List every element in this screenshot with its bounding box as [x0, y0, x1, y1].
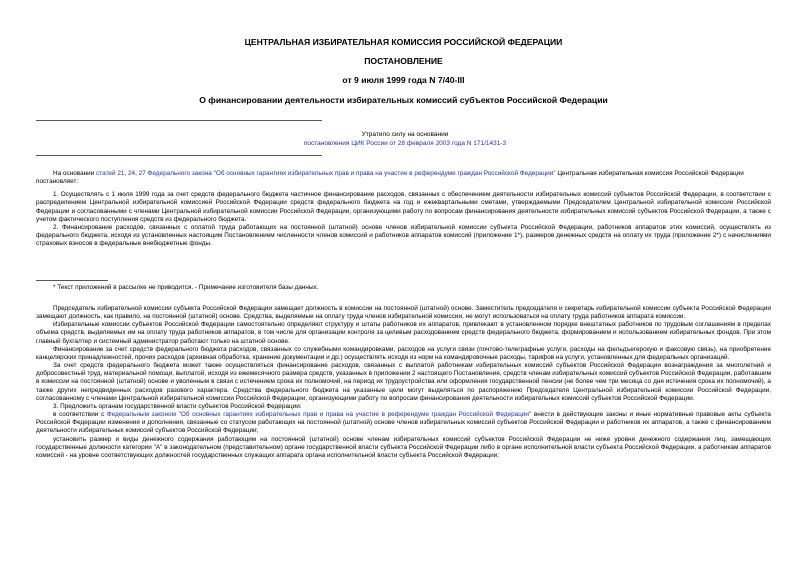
document-date: от 9 июля 1999 года N 7/40-III	[342, 75, 465, 85]
paragraph-2: 2. Финансирование расходов, связанных с оплатой труда работающих на постоянной (штатной) основе членов избирательной комиссии субъекта Российской Федерации, работников аппаратов этих комиссий, осуществлять из федерального бюджета, исходя из установленных настоящим Постановлением численности членов комиссий и работников аппаратов комиссий (приложение 1*), размеров денежных средств на оплату их труда (приложение 2*) с начислениями страховых взносов в федеральные внебюджетные фонды.	[36, 223, 771, 248]
intro-prefix: На основании	[53, 170, 97, 177]
document-type: ПОСТАНОВЛЕНИЕ	[364, 56, 443, 66]
repeal-decree-link[interactable]: постановления ЦИК России от 28 февраля 2003 года N 171/1431-3	[303, 139, 507, 147]
p8-prefix: в соответствии с	[53, 411, 107, 419]
intro-paragraph	[36, 170, 771, 178]
p8-suffix: внести в действующие законы и иные нормативные правовые акты субъекта Российской Федерации изменения и дополнения, связанные со статусом работающих на постоянной (штатной) основе членов избирательных комиссий субъектов Российской Федерации и работников их аппаратов, а также с финансированием деятельности избирательных комиссий субъектов Российской Федерации;	[36, 411, 771, 435]
paragraph-9: установить размер и виды денежного содержания работающим на постоянной (штатной) основе членам избирательных комиссий субъектов Российской Федерации не ниже уровня денежного содержания лиц, замещающих государственные должности категории "А" в законодательном (представительном) органе государственной власти субъекта Российской Федерации либо в органе исполнительной власти субъекта Российской Федерации, а работникам аппаратов комиссий - на уровне соответствующих должностей государственных служащих аппарата органа исполнительной власти субъекта Российской Федерации;	[36, 435, 771, 459]
paragraph-7: 3. Предложить органам государственной власти субъектов Российской Федерации:	[53, 402, 302, 410]
federal-law-articles-link[interactable]: статей 21, 24, 27 Федерального закона "Об основных гарантиях избирательных прав и права на участие в референдуме граждан Российской Федерации"	[96, 170, 556, 177]
paragraph-1: 1. Осуществлять с 1 июля 1999 года за счет средств федерального бюджета частичное финансирование расходов, связанных с обеспечением деятельности избирательных комиссий субъектов Российской Федерации, в соответствии с распределением Центральной избирательной комиссией Российской Федерации средств федерального бюджета на год и ежеквартальными сметами, утверждаемыми Председателем Центральной избирательной комиссии Российской Федерации и согласованными с членами Центральной избирательной комиссии Российской Федерации, организующими работу по вопросам финансирования деятельности избирательных комиссий субъектов Российской Федерации, а также с учетом фактического поступления средств из федерального бюджета.	[36, 191, 771, 223]
paragraph-5: Финансирование за счет средств федерального бюджета расходов, связанных со служебными командировками, расходов на услуги связи (почтово-телеграфные услуги, расходы на фельдъегерскую и факсовую связь), на приобретение канцелярских принадлежностей, прочих расходов (архивная обработка, хранение документации и др.) осуществлять исходя из норм на командировочные расходы, тарифов на услуги, установленных для федеральных организаций.	[36, 345, 771, 361]
decides-line: постановляет:	[36, 178, 79, 186]
document-body-continued	[36, 305, 771, 460]
paragraph-8	[36, 411, 771, 435]
divider-bottom	[36, 155, 322, 156]
org-title: ЦЕНТРАЛЬНАЯ ИЗБИРАТЕЛЬНАЯ КОМИССИЯ РОССИЙСКОЙ ФЕДЕРАЦИИ	[244, 37, 563, 47]
document-body	[36, 170, 771, 248]
paragraph-4: Избирательные комиссии субъектов Российской Федерации самостоятельно определяют структуру и штаты работников их аппаратов, привлекают в установленном порядке внештатных работников по трудовым соглашениям в пределах объема средств, выделяемых им на оплату труда работников аппаратов, в том числе для организации контроля за целевым расходованием средств федерального бюджета, формированием и использованием избирательных фондов. При этом главный бухгалтер и системный администратор работают только на штатной основе.	[36, 321, 771, 345]
footnote	[36, 284, 771, 292]
divider-top	[36, 120, 322, 121]
status-note	[240, 131, 570, 148]
status-line: Утратило силу на основании	[361, 131, 449, 138]
document-title: О финансировании деятельности избирательных комиссий субъектов Российской Федерации	[199, 95, 608, 105]
federal-law-link[interactable]: Федеральным законом "Об основных гарантиях избирательных прав и права на участие в референдуме граждан Российской Федерации"	[106, 411, 532, 419]
paragraph-6: За счет средств федерального бюджета может также осуществляться финансирование расходов, связанных с выплатой работникам избирательных комиссий субъектов Российской Федерации вознаграждения за многолетний и добросовестный труд, материальной помощи, выплатой, исходя из ежемесячного размера средств, указанных в приложении 2 настоящего Постановления, средств членам избирательных комиссий субъектов Российской Федерации, работавшим в комиссии на постоянной (штатной) основе и уволенным в связи с истечением срока их полномочий, на период их трудоустройства или оформления государственной пенсии (не более чем три месяца со дня истечения срока их полномочий), а также других непредвиденных расходов разового характера. Средства федерального бюджета на указанные цели могут выделяться по распоряжению Председателя Центральной избирательной комиссии Российской Федерации, согласованному с членами Центральной избирательной комиссии Российской Федерации, организующими работу по вопросам финансирования деятельности избирательных комиссий субъектов Российской Федерации.	[36, 362, 771, 402]
footnote-text: * Текст приложений в рассылке не приводится. - Примечание изготовителя базы данных.	[53, 284, 319, 291]
footnote-divider	[36, 280, 108, 281]
paragraph-3: Председатель избирательной комиссии субъекта Российской Федерации замещает должность в комиссии на постоянной (штатной) основе. Заместитель председателя и секретарь избирательной комиссии субъекта Российской Федерации замещают должность, как правило, на постоянной (штатной) основе. Средства, выделяемые на оплату труда членов избирательной комиссии, не могут использоваться на оплату труда работников аппарата комиссии.	[36, 305, 771, 321]
intro-suffix: Центральная избирательная комиссия Российской Федерации	[555, 170, 744, 177]
